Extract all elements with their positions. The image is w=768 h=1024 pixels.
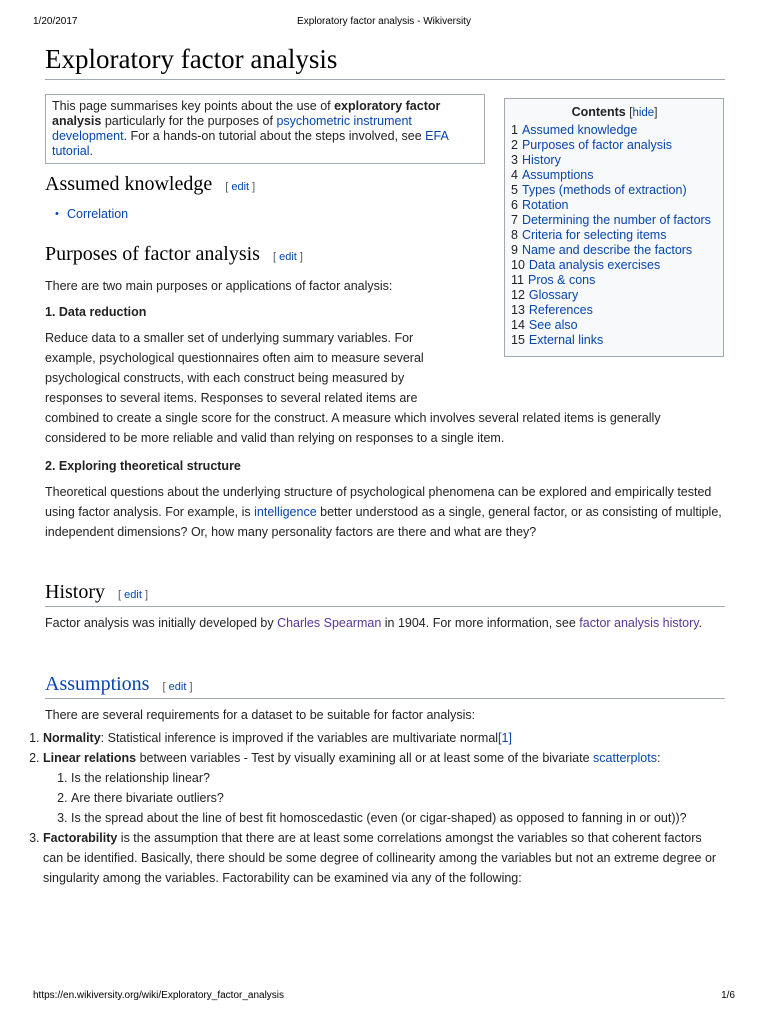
toc-item-number: 13 — [511, 303, 525, 317]
intro-box — [45, 94, 485, 164]
toc-item-link[interactable]: Pros & cons — [527, 273, 596, 287]
section-assumptions — [45, 673, 725, 888]
data-reduction-paragraph — [45, 328, 725, 448]
intro-text: particularly for the purposes of — [101, 114, 277, 128]
psychometric-link[interactable]: psychometric instrument development — [52, 114, 412, 143]
subheading-exploring: 2. Exploring theoretical structure — [45, 459, 241, 473]
edit-link[interactable]: edit — [279, 251, 297, 263]
charles-spearman-link[interactable]: Charles Spearman — [277, 616, 382, 630]
list-item: 2. Linear relations between variables - Test by visually examining all or at least some of the bivariate scatterplots: 1. Is the relationship linear? 2. Are there bivariate outliers? 3. Is the spread about the line of best fit homoscedastic (even (or cigar-shaped) as opposed to fanning in or out))? — [43, 748, 725, 828]
print-page-title: Exploratory factor analysis - Wikiversity — [297, 16, 471, 27]
toc-item-number: 1 — [511, 123, 518, 137]
toc-item[interactable] — [511, 138, 718, 153]
toc-item-link[interactable]: Types (methods of extraction) — [521, 183, 687, 197]
edit-link[interactable]: edit — [231, 181, 250, 193]
list-item: 3. Factorability is the assumption that there are at least some correlations amongst the variables so that coherent factors can be identified. Basically, there should be some degree of collinearity among the variables but not an extreme degree or singularity among the variables. Factorability can be examined via any of the following: — [43, 828, 725, 888]
history-heading: History [ edit ] — [45, 581, 725, 607]
toc-item-link[interactable]: See also — [528, 318, 578, 332]
toc-title: Contents [hide] — [571, 105, 658, 119]
page-title: Exploratory factor analysis — [45, 40, 725, 80]
toc-heading: Contents — [571, 105, 626, 119]
toc-item-link[interactable]: Data analysis exercises — [528, 258, 661, 272]
data-reduction-text: Reduce data to a smaller set of underlying summary variables. For example, psychological questionnaires often aim to measure several psychological constructs, with each construct being measured by responses to several items. Responses to several related items are combined to create a single score for the construct. A measure which involves several related items is generally considered to be more reliable and valid than relying on responses to a single item. — [45, 331, 661, 445]
assumed-heading: Assumed knowledge [ edit ] — [45, 173, 256, 195]
toc-item-link[interactable]: History — [521, 153, 561, 167]
list-item: 3. Is the spread about the line of best fit homoscedastic (even (or cigar-shaped) as opposed to fanning in or out))? — [71, 808, 725, 828]
scatterplots-link[interactable]: scatterplots — [593, 751, 657, 765]
toc-item-number: 11 — [511, 273, 524, 287]
edit-link[interactable]: edit — [168, 681, 187, 693]
toc-item-link[interactable]: Determining the number of factors — [521, 213, 711, 227]
toc-item-link[interactable]: Criteria for selecting items — [521, 228, 667, 242]
correlation-link[interactable]: Correlation — [67, 207, 129, 221]
toc-item-link[interactable]: Name and describe the factors — [521, 243, 693, 257]
section-history — [45, 581, 725, 633]
print-url: https://en.wikiversity.org/wiki/Exploratory_factor_analysis — [33, 990, 285, 1001]
toc-item-number: 15 — [511, 333, 525, 347]
intro-text: This page summarises key points about the use of — [52, 99, 335, 113]
toc-item-link[interactable]: Purposes of factor analysis — [521, 138, 673, 152]
intelligence-link[interactable]: intelligence — [254, 505, 317, 519]
history-text: Factor analysis was initially developed by Charles Spearman in 1904. For more information, see factor analysis history. — [45, 616, 703, 630]
toc-item[interactable] — [511, 123, 718, 138]
toc-item-number: 6 — [511, 198, 518, 212]
toc-item-number: 2 — [511, 138, 518, 152]
article-content — [43, 40, 725, 885]
section-explore — [45, 456, 725, 542]
section-purposes — [45, 243, 725, 322]
edit-link[interactable]: edit — [124, 589, 142, 601]
toc-item-number: 4 — [511, 168, 518, 182]
toc-item-link[interactable]: External links — [528, 333, 604, 347]
toc-item-link[interactable]: Assumed knowledge — [521, 123, 638, 137]
subheading-data-reduction: 1. Data reduction — [45, 305, 147, 319]
assumed-list — [45, 204, 725, 224]
toc-item-number: 14 — [511, 318, 525, 332]
toc-item-number: 5 — [511, 183, 518, 197]
toc-item-number: 10 — [511, 258, 525, 272]
reference-link[interactable]: [1] — [498, 731, 512, 745]
efa-tutorial-link[interactable]: EFA tutorial — [52, 129, 449, 158]
toc-item-number: 12 — [511, 288, 525, 302]
purposes-lead: There are two main purposes or applications of factor analysis: — [45, 279, 393, 293]
linear-relations-sublist — [43, 768, 725, 828]
list-item: 1. Is the relationship linear? — [71, 768, 725, 788]
toc-item-number: 7 — [511, 213, 518, 227]
intro-bold: exploratory factor analysis — [52, 99, 441, 128]
print-footer — [33, 990, 735, 1004]
toc-item-link[interactable]: Assumptions — [521, 168, 594, 182]
intro-text: . — [89, 144, 94, 158]
print-page-number: 1/6 — [721, 990, 735, 1001]
intro-text: . For a hands-on tutorial about the steps involved, see — [123, 129, 426, 143]
factor-analysis-history-link[interactable]: factor analysis history — [579, 616, 699, 630]
print-date: 1/20/2017 — [33, 16, 78, 27]
list-item: 2. Are there bivariate outliers? — [71, 788, 725, 808]
section-assumed-knowledge — [45, 173, 725, 224]
toc-hide-link[interactable]: hide — [632, 107, 655, 119]
assumptions-lead: There are several requirements for a dataset to be suitable for factor analysis: — [45, 708, 476, 722]
exploring-text: Theoretical questions about the underlying structure of psychological phenomena can be explored and empirically tested using factor analysis. For example, is intelligence better understood as a single, general factor, or as consisting of multiple, independent dimensions? Or, how many personality factors are there and what are they? — [45, 485, 722, 539]
toc-item-number: 9 — [511, 243, 518, 257]
assumptions-list — [0, 728, 725, 888]
toc-item-link[interactable]: References — [528, 303, 593, 317]
toc-item[interactable] — [511, 228, 718, 243]
purposes-heading: Purposes of factor analysis [ edit ] — [45, 243, 303, 265]
print-header — [33, 16, 735, 30]
toc-item-link[interactable]: Rotation — [521, 198, 569, 212]
toc-item-number: 8 — [511, 228, 518, 242]
toc-item-number: 3 — [511, 153, 518, 167]
toc-item[interactable] — [511, 153, 718, 168]
list-item — [67, 204, 725, 224]
assumptions-heading: Assumptions [ edit ] — [45, 673, 725, 699]
toc-item-link[interactable]: Glossary — [528, 288, 579, 302]
list-item: 1. Normality: Statistical inference is improved if the variables are multivariate normal[1] — [43, 728, 725, 748]
